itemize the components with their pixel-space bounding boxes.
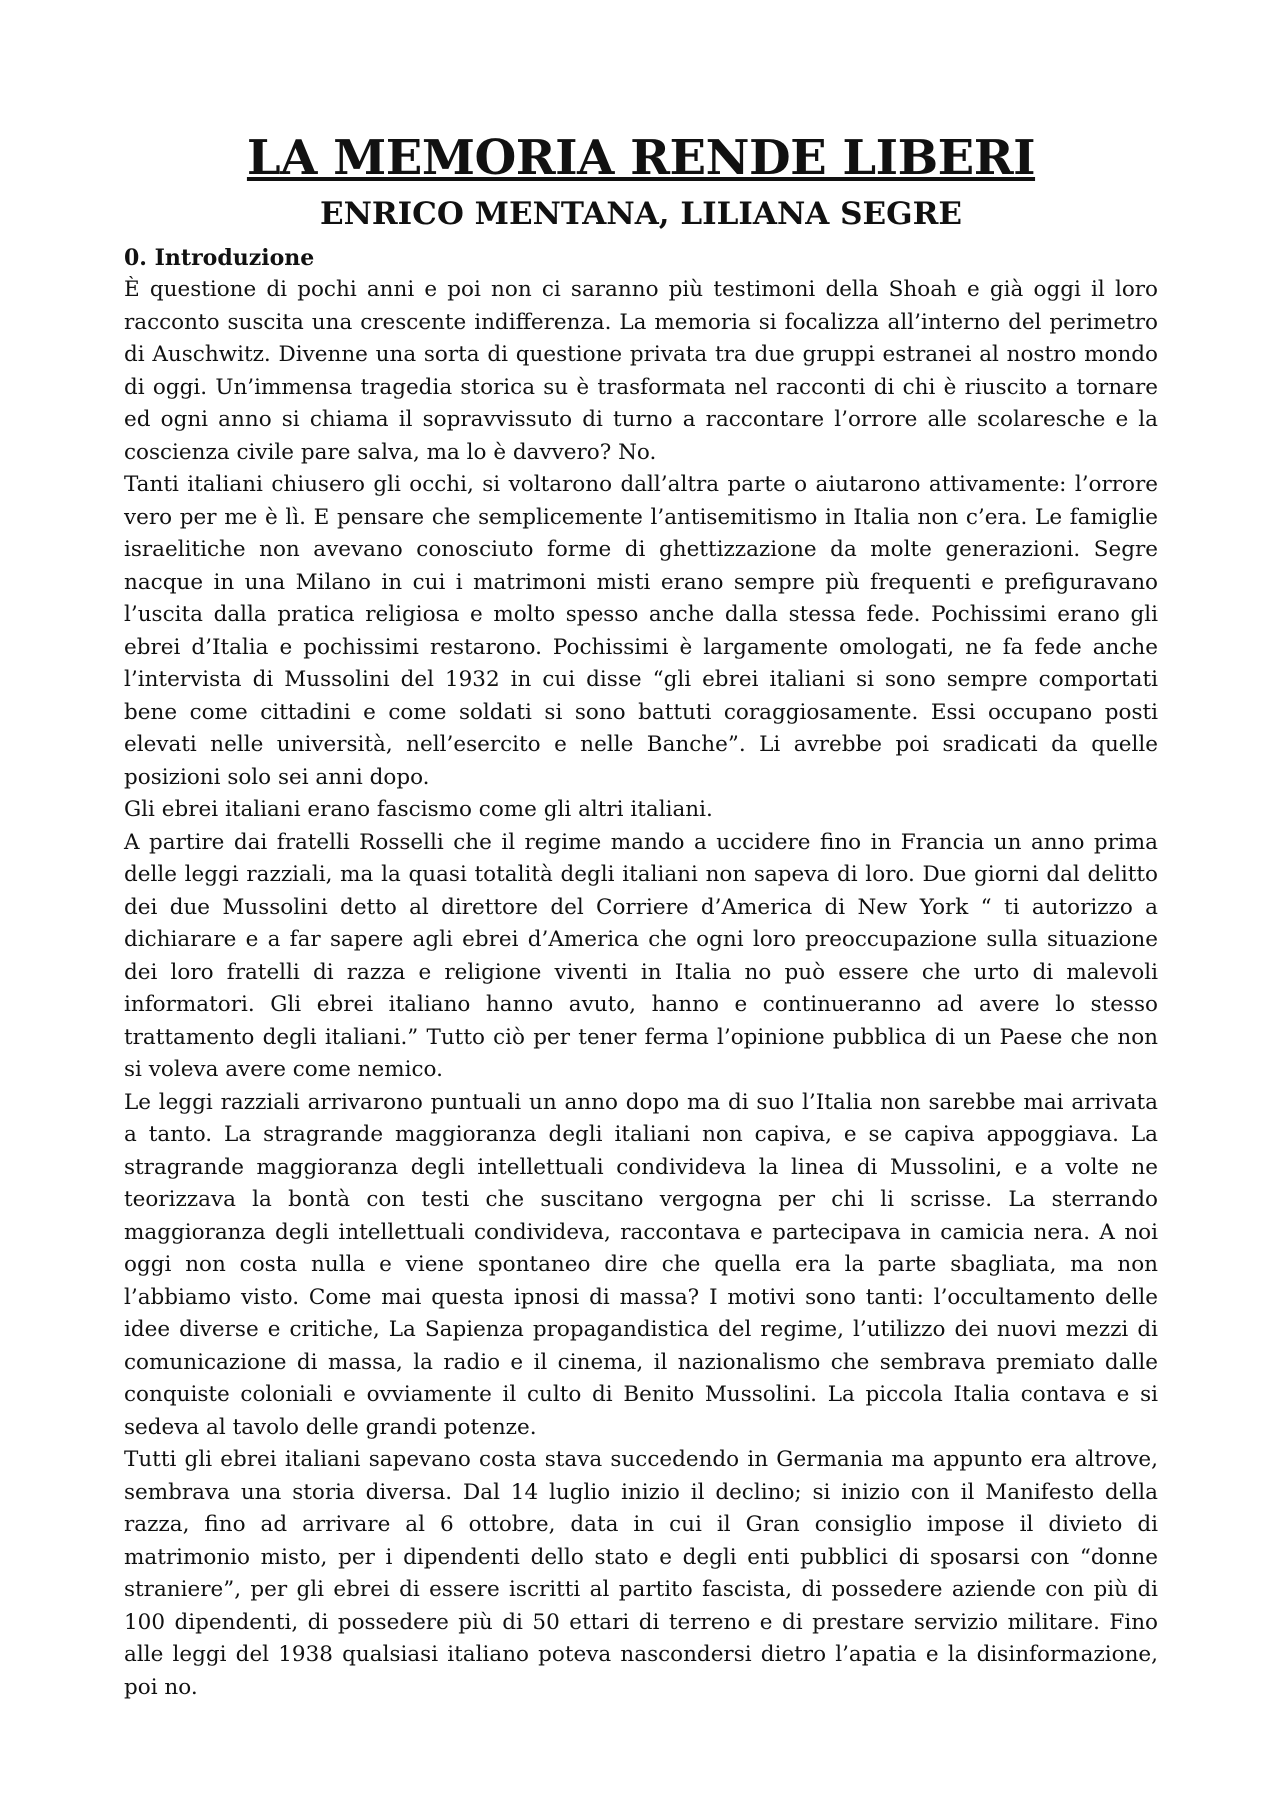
paragraph: Tanti italiani chiusero gli occhi, si voltarono dall’altra parte o aiutarono attivamente: l’orrore vero per me è lì. E pensare che semplicemente l’antisemitismo in Italia non c’era. Le famiglie israelitiche non avevano conosciuto forme di ghettizzazione da molte generazioni. Segre nacque in una Milano in cui i matrimoni misti erano sempre più frequenti e prefiguravano l’uscita dalla pratica religiosa e molto spesso anche dalla stessa fede. Pochissimi erano gli ebrei d’Italia e pochissimi restarono. Pochissimi è largamente omologati, ne fa fede anche l’intervista di Mussolini del 1932 in cui disse “gli ebrei italiani si sono sempre comportati bene come cittadini e come soldati si sono battuti coraggiosamente. Essi occupano posti elevati nelle università, nell’esercito e nelle Banche”. Li avrebbe poi sradicati da quelle posizioni solo sei anni dopo. [124,472,1158,790]
paragraph: Gli ebrei italiani erano fascismo come gli altri italiani. [124,797,713,822]
paragraph: A partire dai fratelli Rosselli che il regime mando a uccidere fino in Francia un anno prima delle leggi razziali, ma la quasi totalità degli italiani non sapeva di loro. Due giorni dal delitto dei due Mussolini detto al direttore del Corriere d’America di New York “ ti autorizzo a dichiarare e a far sapere agli ebrei d’America che ogni loro preoccupazione sulla situazione dei loro fratelli di razza e religione viventi in Italia no può essere che urto di malevoli informatori. Gli ebrei italiano hanno avuto, hanno e continueranno ad avere lo stesso trattamento degli italiani.” Tutto ciò per tener ferma l’opinione pubblica di un Paese che non si voleva avere come nemico. [124,829,1158,1082]
paragraph: Tutti gli ebrei italiani sapevano costa stava succedendo in Germania ma appunto era altrove, sembrava una storia diversa. Dal 14 luglio inizio il declino; si inizio con il Manifesto della razza, fino ad arrivare al 6 ottobre, data in cui il Gran consiglio impose il divieto di matrimonio misto, per i dipendenti dello stato e degli enti pubblici di sposarsi con “donne straniere”, per gli ebrei di essere iscritti al partito fascista, di possedere aziende con più di 100 dipendenti, di possedere più di 50 ettari di terreno e di prestare servizio militare. Fino alle leggi del 1938 qualsiasi italiano poteva nascondersi dietro l’apatia e la disinformazione, poi no. [124,1447,1158,1700]
document-page [124,128,1158,1704]
section-heading: 0. Introduzione [124,245,315,271]
paragraph: Le leggi razziali arrivarono puntuali un anno dopo ma di suo l’Italia non sarebbe mai arrivata a tanto. La stragrande maggioranza degli italiani non capiva, e se capiva appoggiava. La stragrande maggioranza degli intellettuali condivideva la linea di Mussolini, e a volte ne teorizzava la bontà con testi che suscitano vergogna per chi li scrisse. La sterrando maggioranza degli intellettuali condivideva, raccontava e partecipava in camicia nera. A noi oggi non costa nulla e viene spontaneo dire che quella era la parte sbagliata, ma non l’abbiamo visto. Come mai questa ipnosi di massa? I motivi sono tanti: l’occultamento delle idee diverse e critiche, La Sapienza propagandistica del regime, l’utilizzo dei nuovi mezzi di comunicazione di massa, la radio e il cinema, il nazionalismo che sembrava premiato dalle conquiste coloniali e ovviamente il culto di Benito Mussolini. La piccola Italia contava e si sedeva al tavolo delle grandi potenze. [124,1089,1158,1440]
paragraph: È questione di pochi anni e poi non ci saranno più testimoni della Shoah e già oggi il loro racconto suscita una crescente indifferenza. La memoria si focalizza all’interno del perimetro di Auschwitz. Divenne una sorta di questione privata tra due gruppi estranei al nostro mondo di oggi. Un’immensa tragedia storica su è trasformata nel racconti di chi è riuscito a tornare ed ogni anno si chiama il sopravvissuto di turno a raccontare l’orrore alle scolaresche e la coscienza civile pare salva, ma lo è davvero? No. [124,277,1158,465]
document-authors: ENRICO MENTANA, LILIANA SEGRE [319,196,963,232]
document-title: LA MEMORIA RENDE LIBERI [246,130,1036,186]
